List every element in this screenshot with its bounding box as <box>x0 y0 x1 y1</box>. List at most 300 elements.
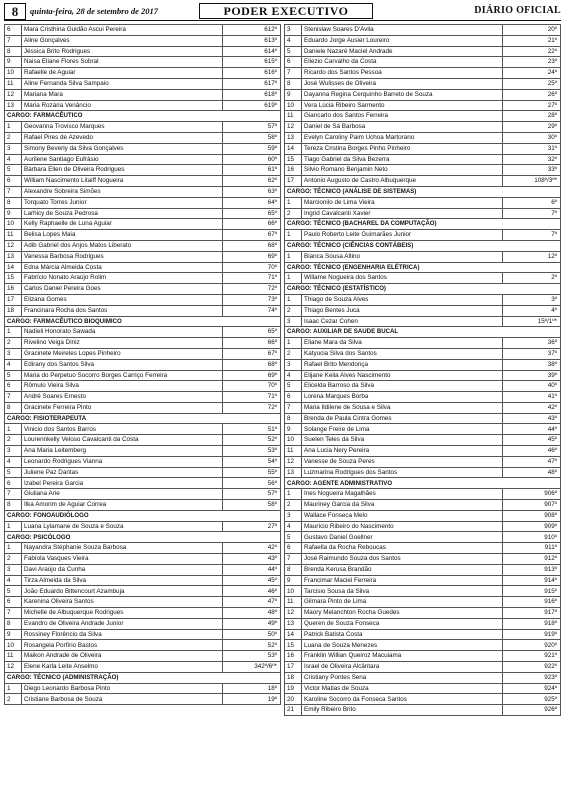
candidate-row <box>5 435 281 446</box>
row-number: 13 <box>5 100 22 111</box>
row-number: 16 <box>5 284 22 295</box>
candidate-name: Thiago Bentes Juca <box>302 305 503 316</box>
row-number: 4 <box>5 575 22 586</box>
candidate-name: Luzmarina Rodrigues dos Santos <box>302 467 503 478</box>
candidate-row <box>5 230 281 241</box>
candidate-row <box>285 640 561 651</box>
candidate-row <box>285 402 561 413</box>
candidate-row <box>285 68 561 79</box>
candidate-name: Eduardo Jorge Ausier Loureiro <box>302 35 503 46</box>
row-number: 1 <box>5 683 22 694</box>
candidate-name: Davi Araújo da Cunha <box>22 564 223 575</box>
candidate-name: Tarcisio Sousa da Silva <box>302 586 503 597</box>
classification: 42º <box>503 402 561 413</box>
row-number: 6 <box>285 57 302 68</box>
candidate-name: Maikon Andrade de Oliveira <box>22 651 223 662</box>
candidate-name: Mariana Mara <box>22 89 223 100</box>
candidate-row <box>5 370 281 381</box>
row-number: 1 <box>285 230 302 241</box>
classification: 36º <box>503 338 561 349</box>
candidate-name: William Nascimento Litaiff Nogueira <box>22 176 223 187</box>
candidate-row <box>285 305 561 316</box>
row-number: 3 <box>285 25 302 36</box>
classification: 911º <box>503 543 561 554</box>
classification: 27º <box>503 100 561 111</box>
candidate-row <box>5 25 281 36</box>
classification: 37º <box>503 348 561 359</box>
candidate-row <box>285 467 561 478</box>
classification: 42º <box>223 543 281 554</box>
row-number: 14 <box>285 629 302 640</box>
row-number: 11 <box>285 597 302 608</box>
candidate-row <box>285 651 561 662</box>
candidate-name: Larhicy de Souza Pedrosa <box>22 208 223 219</box>
candidate-row <box>5 392 281 403</box>
row-number: 8 <box>5 618 22 629</box>
classification: 58º <box>223 132 281 143</box>
classification: 922º <box>503 662 561 673</box>
candidate-row <box>285 608 561 619</box>
candidate-row <box>5 35 281 46</box>
candidate-row <box>285 197 561 208</box>
classification: 59º <box>223 143 281 154</box>
row-number: 1 <box>5 424 22 435</box>
candidate-name: Ingrid Cavalcanti Xavier <box>302 208 503 219</box>
candidate-name: Ana Maria Leitemberg <box>22 446 223 457</box>
candidate-name: Leonardo Rodrigues Vianna <box>22 456 223 467</box>
row-number: 2 <box>5 132 22 143</box>
row-number: 1 <box>285 294 302 305</box>
row-number: 18 <box>5 305 22 316</box>
candidate-row <box>285 489 561 500</box>
candidate-name: Mara Cristhina Guidão Ascui Pereira <box>22 25 223 36</box>
candidate-name: Suelen Teles da Silva <box>302 435 503 446</box>
classification: 616º <box>223 68 281 79</box>
candidate-name: Isaac Cezar Cohen <box>302 316 503 327</box>
row-number: 7 <box>5 392 22 403</box>
row-number: 10 <box>5 219 22 230</box>
classification: 72º <box>223 284 281 295</box>
candidate-row <box>285 586 561 597</box>
classification: 69º <box>223 251 281 262</box>
row-number: 9 <box>285 424 302 435</box>
classification: 43º <box>503 413 561 424</box>
classification: 68º <box>223 359 281 370</box>
classification: 56º <box>223 478 281 489</box>
candidate-row <box>285 316 561 327</box>
row-number: 9 <box>5 57 22 68</box>
row-number: 4 <box>285 521 302 532</box>
row-number: 14 <box>5 262 22 273</box>
row-number: 3 <box>5 348 22 359</box>
classification: 44º <box>223 564 281 575</box>
row-number: 1 <box>285 338 302 349</box>
candidate-row <box>5 68 281 79</box>
candidate-row <box>5 694 281 705</box>
classification: 54º <box>223 456 281 467</box>
publication-name: DIÁRIO OFICIAL <box>474 5 561 16</box>
row-number: 1 <box>285 251 302 262</box>
candidate-row <box>5 176 281 187</box>
left-results-table <box>4 24 281 705</box>
candidate-name: Maurício Ribeiro do Nascimento <box>302 521 503 532</box>
candidate-row <box>5 662 281 673</box>
row-number: 2 <box>285 500 302 511</box>
row-number: 7 <box>5 35 22 46</box>
row-number: 1 <box>5 327 22 338</box>
candidate-name: Nayandra Stéphanie Souza Barbosa <box>22 543 223 554</box>
candidate-row <box>285 348 561 359</box>
candidate-row <box>285 251 561 262</box>
row-number: 3 <box>5 446 22 457</box>
candidate-name: Aline Gonçalves <box>22 35 223 46</box>
row-number: 2 <box>285 348 302 359</box>
candidate-name: Adib Gabriel dos Anjos Matos Liberato <box>22 240 223 251</box>
classification: 28º <box>503 111 561 122</box>
classification: 12º <box>503 251 561 262</box>
classification: 912º <box>503 554 561 565</box>
row-number: 16 <box>285 165 302 176</box>
candidate-row <box>5 165 281 176</box>
row-number: 9 <box>5 629 22 640</box>
row-number: 5 <box>285 532 302 543</box>
candidate-name: Gustavo Daniel Goellner <box>302 532 503 543</box>
classification: 619º <box>223 100 281 111</box>
candidate-row <box>285 89 561 100</box>
candidate-name: Kelly Raphaelle de Luna Aguiar <box>22 219 223 230</box>
candidate-name: Dayanna Regina Cerquinho Barreto de Souza <box>302 89 503 100</box>
candidate-row <box>5 618 281 629</box>
candidate-name: Franklin Willian Queiroz Macuiama <box>302 651 503 662</box>
row-number: 2 <box>5 435 22 446</box>
classification: 57º <box>223 122 281 133</box>
candidate-name: Tereza Cristina Borges Pinho Pinheiro <box>302 143 503 154</box>
classification: 914º <box>503 575 561 586</box>
row-number: 20 <box>285 694 302 705</box>
classification: 924º <box>503 683 561 694</box>
classification: 26º <box>503 89 561 100</box>
candidate-name: Elicelda Barroso da Silva <box>302 381 503 392</box>
classification: 32º <box>503 154 561 165</box>
candidate-row <box>285 672 561 683</box>
candidate-name: Maria Ildilene de Sousa e Silva <box>302 402 503 413</box>
classification: 58º <box>223 500 281 511</box>
candidate-name: Vanessa Barbosa Rodrigues <box>22 251 223 262</box>
page-header <box>4 3 561 19</box>
classification: 921º <box>503 651 561 662</box>
candidate-row <box>5 348 281 359</box>
candidate-row <box>285 705 561 716</box>
candidate-row <box>5 402 281 413</box>
classification: 60º <box>223 154 281 165</box>
row-number: 15 <box>5 273 22 284</box>
row-number: 17 <box>5 294 22 305</box>
classification: 2º <box>503 273 561 284</box>
classification: 913º <box>503 564 561 575</box>
candidate-name: Rafael Brito Mendonça <box>302 359 503 370</box>
cargo-header-row <box>5 532 281 543</box>
row-number: 12 <box>285 608 302 619</box>
candidate-row <box>5 89 281 100</box>
candidate-row <box>285 230 561 241</box>
classification: 920º <box>503 640 561 651</box>
candidate-row <box>285 370 561 381</box>
publication-date: quinta-feira, 28 de setembro de 2017 <box>30 6 158 16</box>
candidate-row <box>5 575 281 586</box>
candidate-name: Brenda Kerusa Brandão <box>302 564 503 575</box>
candidate-name: Rômulo Vieira Silva <box>22 381 223 392</box>
candidate-row <box>285 25 561 36</box>
candidate-row <box>5 597 281 608</box>
candidate-name: Rossiney Florêncio da Silva <box>22 629 223 640</box>
candidate-row <box>285 381 561 392</box>
candidate-row <box>5 262 281 273</box>
cargo-header-row <box>5 316 281 327</box>
classification: 47º <box>223 597 281 608</box>
row-number: 9 <box>5 208 22 219</box>
candidate-name: Bárbara Ellen de Oliveira Rodrigues <box>22 165 223 176</box>
cargo-header-row <box>5 413 281 424</box>
classification: 53º <box>223 446 281 457</box>
candidate-name: Fabrício Nonato Araújo Rolim <box>22 273 223 284</box>
row-number: 7 <box>285 554 302 565</box>
candidate-name: Marcionilo de Lima Vieira <box>302 197 503 208</box>
candidate-row <box>5 640 281 651</box>
classification: 62º <box>223 176 281 187</box>
candidate-name: Elijane Keila Alves Nascimento <box>302 370 503 381</box>
candidate-name: João Eduardo Bittencourt Azambuja <box>22 586 223 597</box>
classification: 64º <box>223 197 281 208</box>
candidate-row <box>5 219 281 230</box>
row-number: 4 <box>5 359 22 370</box>
cargo-header-row <box>285 219 561 230</box>
candidate-name: Vera Lúcia Ribeiro Sarmento <box>302 100 503 111</box>
candidate-row <box>285 294 561 305</box>
candidate-name: Stenislaw Soares D'Avila <box>302 25 503 36</box>
candidate-name: Giuliana Arie <box>22 489 223 500</box>
candidate-row <box>5 554 281 565</box>
row-number: 3 <box>285 510 302 521</box>
row-number: 1 <box>285 489 302 500</box>
cargo-title: CARGO: AUXILIAR DE SAUDE BUCAL <box>285 327 561 338</box>
classification: 342º/6º* <box>223 662 281 673</box>
classification: 25º <box>503 78 561 89</box>
row-number: 1 <box>285 197 302 208</box>
candidate-name: Tiago Gabriel da Silva Bezerra <box>302 154 503 165</box>
candidate-name: Ilka Amorim de Aguiar Correa <box>22 500 223 511</box>
classification: 907º <box>503 500 561 511</box>
cargo-header-row <box>5 672 281 683</box>
row-number: 6 <box>285 543 302 554</box>
row-number: 12 <box>5 662 22 673</box>
cargo-header-row <box>285 186 561 197</box>
candidate-name: Edna Márcia Almeida Costa <box>22 262 223 273</box>
row-number: 15 <box>285 640 302 651</box>
candidate-name: Alexandre Sobreira Simões <box>22 186 223 197</box>
cargo-header-row <box>5 111 281 122</box>
classification: 915º <box>503 586 561 597</box>
candidate-name: André Soares Ernesto <box>22 392 223 403</box>
candidate-row <box>5 100 281 111</box>
candidate-name: Luana Lylamane de Souza e Souza <box>22 521 223 532</box>
row-number: 6 <box>285 392 302 403</box>
row-number: 11 <box>285 446 302 457</box>
candidate-row <box>285 100 561 111</box>
classification: 15º/1º* <box>503 316 561 327</box>
candidate-row <box>285 273 561 284</box>
row-number: 6 <box>5 478 22 489</box>
classification: 70º <box>223 381 281 392</box>
candidate-name: Katyucia Silva dos Santos <box>302 348 503 359</box>
candidate-name: Ricardo dos Santos Pessoa <box>302 68 503 79</box>
candidate-name: Lourennkelly Veloso Cavalcanti da Costa <box>22 435 223 446</box>
candidate-name: Rafaella da Rocha Reboucas <box>302 543 503 554</box>
candidate-name: Paulo Roberto Leite Guimarães Junior <box>302 230 503 241</box>
candidate-name: Tirza Almeida da Silva <box>22 575 223 586</box>
candidate-row <box>285 165 561 176</box>
candidate-row <box>285 154 561 165</box>
classification: 49º <box>223 618 281 629</box>
row-number: 8 <box>285 78 302 89</box>
row-number: 7 <box>5 186 22 197</box>
candidate-name: Rafael Pires de Azevedo <box>22 132 223 143</box>
candidate-row <box>5 57 281 68</box>
candidate-row <box>5 467 281 478</box>
classification: 918º <box>503 618 561 629</box>
classification: 4º <box>503 305 561 316</box>
row-number: 9 <box>285 89 302 100</box>
classification: 919º <box>503 629 561 640</box>
candidate-row <box>285 532 561 543</box>
classification: 65º <box>223 208 281 219</box>
row-number: 3 <box>5 564 22 575</box>
classification: 46º <box>223 586 281 597</box>
classification: 31º <box>503 143 561 154</box>
candidate-row <box>5 489 281 500</box>
classification: 69º <box>223 370 281 381</box>
candidate-name: Mauriney Garcia da Silva <box>302 500 503 511</box>
candidate-row <box>285 456 561 467</box>
row-number: 1 <box>285 273 302 284</box>
classification: 61º <box>223 165 281 176</box>
classification: 53º <box>223 651 281 662</box>
row-number: 5 <box>5 370 22 381</box>
row-number: 5 <box>5 586 22 597</box>
row-number: 1 <box>5 543 22 554</box>
candidate-row <box>285 662 561 673</box>
row-number: 14 <box>285 143 302 154</box>
row-number: 21 <box>285 705 302 716</box>
candidate-name: José Raimundo Souza dos Santos <box>302 554 503 565</box>
section-title: PODER EXECUTIVO <box>199 3 373 19</box>
candidate-row <box>285 435 561 446</box>
row-number: 8 <box>5 46 22 57</box>
row-number: 18 <box>285 672 302 683</box>
candidate-name: Gracinete Meireles Lopes Pinheiro <box>22 348 223 359</box>
classification: 20º <box>503 25 561 36</box>
classification: 44º <box>503 424 561 435</box>
classification: 33º <box>503 165 561 176</box>
candidate-row <box>285 143 561 154</box>
candidate-name: Fabíola Vasques Vieira <box>22 554 223 565</box>
classification: 48º <box>503 467 561 478</box>
row-number: 10 <box>285 100 302 111</box>
cargo-header-row <box>285 262 561 273</box>
row-number: 6 <box>5 381 22 392</box>
classification: 925º <box>503 694 561 705</box>
row-number: 2 <box>285 208 302 219</box>
classification: 45º <box>503 435 561 446</box>
classification: 617º <box>223 78 281 89</box>
classification: 73º <box>223 294 281 305</box>
candidate-name: Queren de Souza Fonseca <box>302 618 503 629</box>
candidate-name: Francimar Maciel Ferreira <box>302 575 503 586</box>
row-number: 17 <box>285 176 302 187</box>
cargo-title: CARGO: TÉCNICO (ANÁLISE DE SISTEMAS) <box>285 186 561 197</box>
candidate-name: Luana de Souza Menezes <box>302 640 503 651</box>
candidate-name: Victor Matias de Souza <box>302 683 503 694</box>
classification: 51º <box>223 424 281 435</box>
row-number: 1 <box>5 521 22 532</box>
candidate-row <box>285 359 561 370</box>
candidate-row <box>5 381 281 392</box>
row-number: 4 <box>5 154 22 165</box>
candidate-row <box>285 57 561 68</box>
classification: 66º <box>223 338 281 349</box>
cargo-header-row <box>285 284 561 295</box>
candidate-name: Daniele Nazaré Maciel Andrade <box>302 46 503 57</box>
candidate-name: Maria do Perpetuo Socorro Borges Carriço Ferreira <box>22 370 223 381</box>
candidate-row <box>285 413 561 424</box>
right-column <box>284 24 561 716</box>
row-number: 8 <box>5 402 22 413</box>
row-number: 4 <box>285 35 302 46</box>
candidate-row <box>5 478 281 489</box>
classification: 24º <box>503 68 561 79</box>
cargo-title: CARGO: TÉCNICO (ESTATÍSTICO) <box>285 284 561 295</box>
candidate-name: Gilmara Pinto de Lima <box>302 597 503 608</box>
row-number: 8 <box>285 413 302 424</box>
classification: 70º <box>223 262 281 273</box>
row-number: 2 <box>5 338 22 349</box>
candidate-row <box>285 176 561 187</box>
candidate-row <box>285 122 561 133</box>
candidate-name: Emily Ribeiro Brito <box>302 705 503 716</box>
candidate-name: Wallace Fonseca Melo <box>302 510 503 521</box>
row-number: 11 <box>5 78 22 89</box>
row-number: 15 <box>285 154 302 165</box>
candidate-name: Ana Lucia Nery Pereira <box>302 446 503 457</box>
candidate-name: Carlos Daniel Pereira Goes <box>22 284 223 295</box>
candidate-row <box>5 327 281 338</box>
row-number: 10 <box>285 435 302 446</box>
classification: 30º <box>503 132 561 143</box>
row-number: 5 <box>5 165 22 176</box>
row-number: 8 <box>5 500 22 511</box>
candidate-row <box>285 111 561 122</box>
candidate-name: Daniel de Sá Barbosa <box>302 122 503 133</box>
candidate-name: Nadieli Honorato Sawada <box>22 327 223 338</box>
candidate-name: Elizana Gomes <box>22 294 223 305</box>
candidate-name: Francinara Rocha dos Santos <box>22 305 223 316</box>
candidate-name: Vanesse de Souza Peres <box>302 456 503 467</box>
candidate-row <box>5 564 281 575</box>
row-number: 12 <box>5 240 22 251</box>
classification: 27º <box>223 521 281 532</box>
candidate-row <box>285 424 561 435</box>
candidate-name: Gracinete Ferreira Pinto <box>22 402 223 413</box>
classification: 615º <box>223 57 281 68</box>
